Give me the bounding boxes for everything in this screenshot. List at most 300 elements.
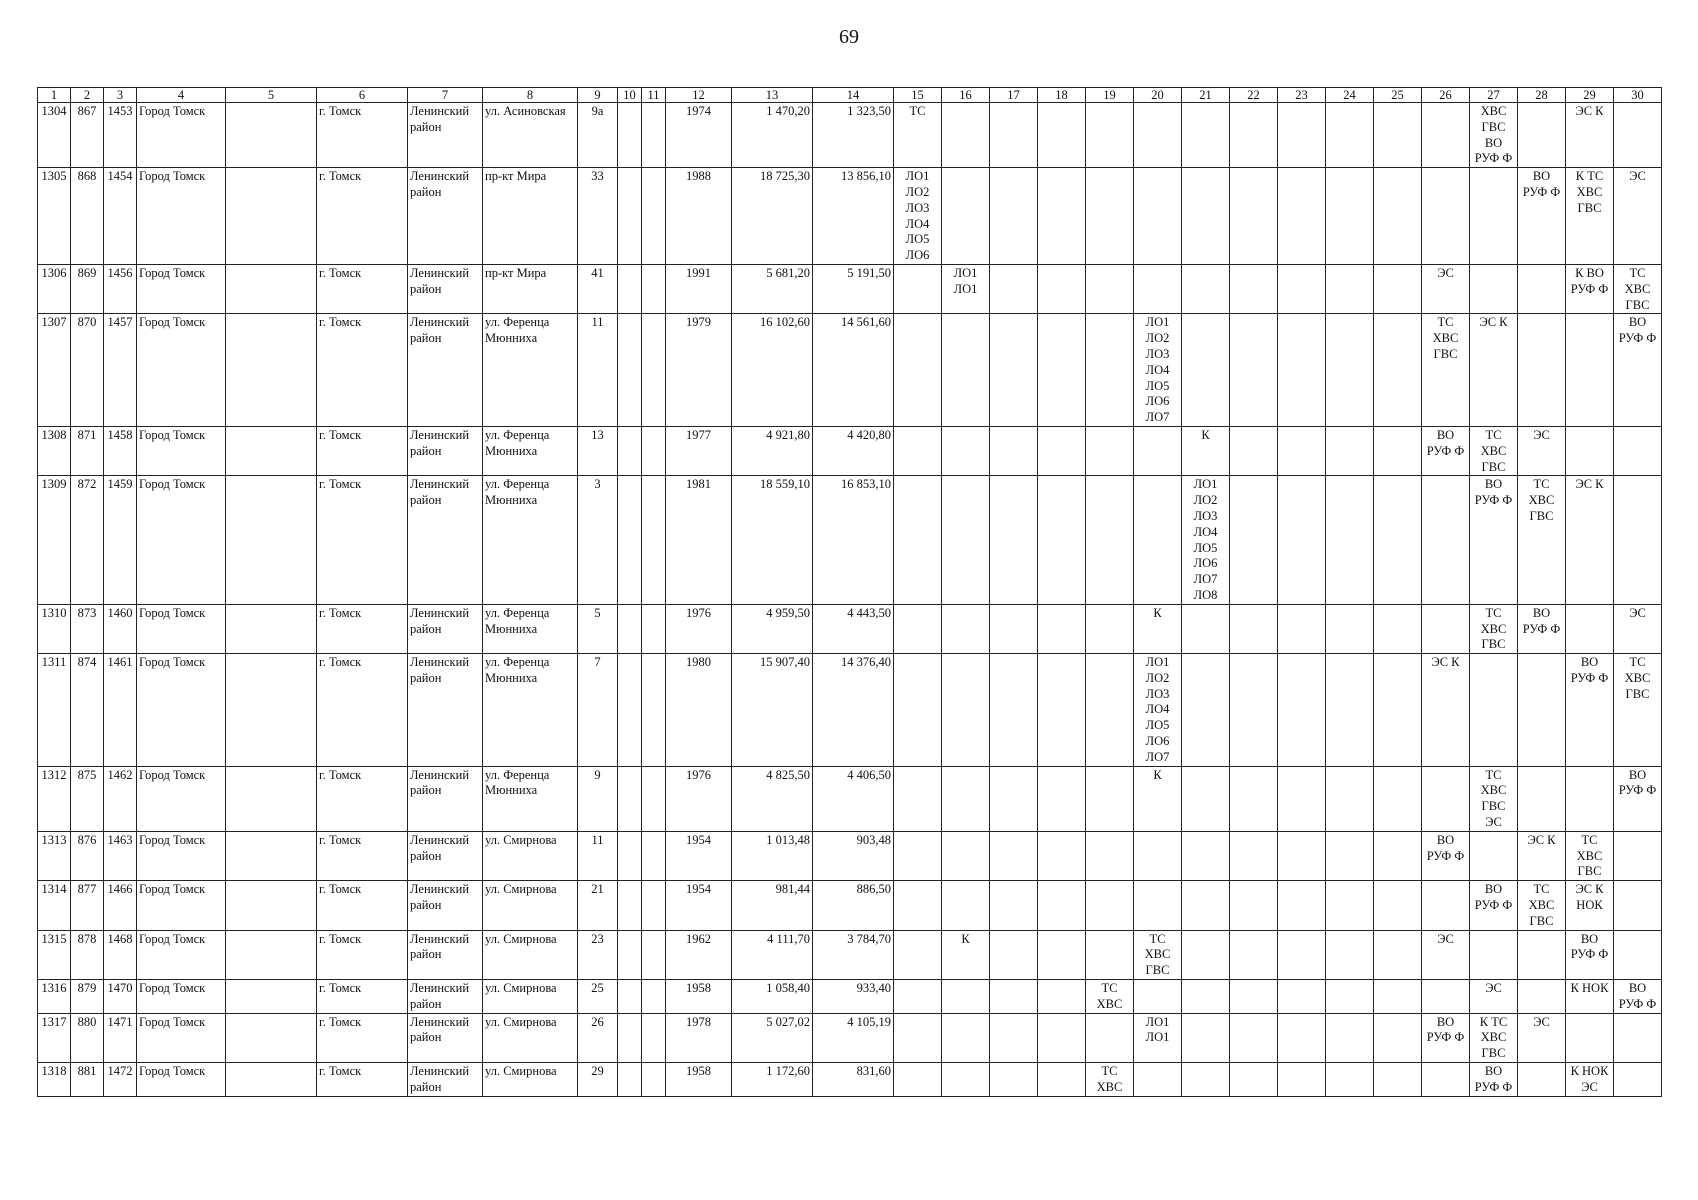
- cell-col-20: [1134, 881, 1182, 930]
- cell-col-1: 1305: [38, 168, 71, 265]
- cell-col-21: [1182, 604, 1230, 653]
- cell-col-9: 5: [578, 604, 618, 653]
- cell-col-14: 3 784,70: [813, 930, 894, 979]
- cell-col-1: 1313: [38, 831, 71, 880]
- column-header-3: 3: [104, 88, 137, 103]
- cell-col-20: ЛО1 ЛО2 ЛО3 ЛО4 ЛО5 ЛО6 ЛО7: [1134, 314, 1182, 427]
- cell-col-19: [1086, 930, 1134, 979]
- cell-col-22: [1230, 426, 1278, 475]
- cell-col-9: 11: [578, 831, 618, 880]
- cell-col-8: ул. Ференца Мюнниха: [483, 604, 578, 653]
- cell-col-25: [1374, 476, 1422, 604]
- cell-col-27: ХВС ГВС ВО РУФ Ф: [1470, 103, 1518, 168]
- cell-col-23: [1278, 831, 1326, 880]
- cell-col-18: [1038, 426, 1086, 475]
- cell-col-6: г. Томск: [317, 1063, 408, 1097]
- column-header-1: 1: [38, 88, 71, 103]
- cell-col-18: [1038, 168, 1086, 265]
- cell-col-12: 1976: [666, 604, 732, 653]
- cell-col-17: [990, 1063, 1038, 1097]
- cell-col-23: [1278, 1013, 1326, 1062]
- cell-col-23: [1278, 881, 1326, 930]
- cell-col-15: [894, 264, 942, 313]
- cell-col-19: [1086, 264, 1134, 313]
- cell-col-28: ТС ХВС ГВС: [1518, 881, 1566, 930]
- cell-col-27: К ТС ХВС ГВС: [1470, 1013, 1518, 1062]
- cell-col-2: 880: [71, 1013, 104, 1062]
- cell-col-24: [1326, 831, 1374, 880]
- cell-col-9: 3: [578, 476, 618, 604]
- cell-col-26: ВО РУФ Ф: [1422, 426, 1470, 475]
- cell-col-30: [1614, 1013, 1662, 1062]
- cell-col-19: ТС ХВС: [1086, 980, 1134, 1014]
- cell-col-28: ЭС: [1518, 426, 1566, 475]
- cell-col-16: К: [942, 930, 990, 979]
- cell-col-12: 1954: [666, 881, 732, 930]
- cell-col-5: [226, 766, 317, 831]
- cell-col-27: ВО РУФ Ф: [1470, 881, 1518, 930]
- cell-col-24: [1326, 881, 1374, 930]
- cell-col-6: г. Томск: [317, 604, 408, 653]
- cell-col-10: [618, 980, 642, 1014]
- cell-col-2: 878: [71, 930, 104, 979]
- cell-col-12: 1958: [666, 1063, 732, 1097]
- cell-col-30: [1614, 881, 1662, 930]
- cell-col-3: 1453: [104, 103, 137, 168]
- cell-col-19: [1086, 476, 1134, 604]
- cell-col-2: 867: [71, 103, 104, 168]
- cell-col-1: 1317: [38, 1013, 71, 1062]
- cell-col-19: [1086, 766, 1134, 831]
- cell-col-9: 41: [578, 264, 618, 313]
- cell-col-5: [226, 168, 317, 265]
- cell-col-6: г. Томск: [317, 314, 408, 427]
- cell-col-27: [1470, 264, 1518, 313]
- cell-col-24: [1326, 1013, 1374, 1062]
- cell-col-22: [1230, 881, 1278, 930]
- cell-col-21: [1182, 980, 1230, 1014]
- cell-col-28: ЭС К: [1518, 831, 1566, 880]
- cell-col-30: ВО РУФ Ф: [1614, 766, 1662, 831]
- table-row: [38, 103, 1662, 168]
- cell-col-20: [1134, 426, 1182, 475]
- cell-col-26: [1422, 168, 1470, 265]
- cell-col-16: [942, 1013, 990, 1062]
- cell-col-17: [990, 314, 1038, 427]
- cell-col-9: 7: [578, 654, 618, 767]
- cell-col-14: 14 561,60: [813, 314, 894, 427]
- cell-col-2: 874: [71, 654, 104, 767]
- column-header-28: 28: [1518, 88, 1566, 103]
- cell-col-23: [1278, 654, 1326, 767]
- cell-col-22: [1230, 476, 1278, 604]
- cell-col-9: 11: [578, 314, 618, 427]
- table-row: [38, 1063, 1662, 1097]
- cell-col-16: [942, 426, 990, 475]
- cell-col-11: [642, 930, 666, 979]
- column-header-16: 16: [942, 88, 990, 103]
- cell-col-10: [618, 831, 642, 880]
- cell-col-4: Город Томск: [137, 654, 226, 767]
- column-header-30: 30: [1614, 88, 1662, 103]
- column-header-4: 4: [137, 88, 226, 103]
- cell-col-22: [1230, 654, 1278, 767]
- cell-col-8: ул. Асиновская: [483, 103, 578, 168]
- cell-col-13: 1 013,48: [732, 831, 813, 880]
- cell-col-4: Город Томск: [137, 930, 226, 979]
- cell-col-27: ТС ХВС ГВС: [1470, 604, 1518, 653]
- cell-col-30: [1614, 930, 1662, 979]
- cell-col-5: [226, 980, 317, 1014]
- cell-col-22: [1230, 930, 1278, 979]
- cell-col-11: [642, 766, 666, 831]
- cell-col-19: [1086, 1013, 1134, 1062]
- cell-col-20: [1134, 264, 1182, 313]
- column-header-12: 12: [666, 88, 732, 103]
- cell-col-3: 1458: [104, 426, 137, 475]
- cell-col-1: 1310: [38, 604, 71, 653]
- cell-col-4: Город Томск: [137, 476, 226, 604]
- cell-col-7: Ленинский район: [408, 264, 483, 313]
- cell-col-20: [1134, 103, 1182, 168]
- cell-col-26: [1422, 1063, 1470, 1097]
- cell-col-3: 1463: [104, 831, 137, 880]
- cell-col-28: [1518, 930, 1566, 979]
- cell-col-3: 1457: [104, 314, 137, 427]
- cell-col-22: [1230, 831, 1278, 880]
- cell-col-11: [642, 264, 666, 313]
- cell-col-25: [1374, 980, 1422, 1014]
- cell-col-10: [618, 881, 642, 930]
- cell-col-8: ул. Ференца Мюнниха: [483, 654, 578, 767]
- cell-col-19: [1086, 831, 1134, 880]
- cell-col-7: Ленинский район: [408, 604, 483, 653]
- cell-col-6: г. Томск: [317, 654, 408, 767]
- cell-col-7: Ленинский район: [408, 881, 483, 930]
- cell-col-12: 1981: [666, 476, 732, 604]
- cell-col-18: [1038, 654, 1086, 767]
- cell-col-14: 886,50: [813, 881, 894, 930]
- cell-col-15: [894, 1063, 942, 1097]
- cell-col-15: [894, 476, 942, 604]
- cell-col-2: 879: [71, 980, 104, 1014]
- cell-col-29: К НОК ЭС: [1566, 1063, 1614, 1097]
- column-header-11: 11: [642, 88, 666, 103]
- cell-col-19: [1086, 881, 1134, 930]
- cell-col-20: ЛО1 ЛО2 ЛО3 ЛО4 ЛО5 ЛО6 ЛО7: [1134, 654, 1182, 767]
- cell-col-25: [1374, 766, 1422, 831]
- cell-col-3: 1466: [104, 881, 137, 930]
- cell-col-24: [1326, 930, 1374, 979]
- cell-col-29: К ВО РУФ Ф: [1566, 264, 1614, 313]
- cell-col-26: [1422, 980, 1470, 1014]
- cell-col-20: [1134, 831, 1182, 880]
- cell-col-16: [942, 654, 990, 767]
- cell-col-2: 876: [71, 831, 104, 880]
- cell-col-13: 1 172,60: [732, 1063, 813, 1097]
- cell-col-27: ВО РУФ Ф: [1470, 476, 1518, 604]
- cell-col-22: [1230, 766, 1278, 831]
- cell-col-29: ВО РУФ Ф: [1566, 930, 1614, 979]
- cell-col-11: [642, 426, 666, 475]
- cell-col-21: [1182, 103, 1230, 168]
- cell-col-13: 1 058,40: [732, 980, 813, 1014]
- cell-col-9: 23: [578, 930, 618, 979]
- cell-col-6: г. Томск: [317, 264, 408, 313]
- cell-col-19: [1086, 654, 1134, 767]
- cell-col-16: [942, 103, 990, 168]
- cell-col-22: [1230, 264, 1278, 313]
- column-header-7: 7: [408, 88, 483, 103]
- cell-col-14: 4 420,80: [813, 426, 894, 475]
- cell-col-3: 1472: [104, 1063, 137, 1097]
- cell-col-13: 5 027,02: [732, 1013, 813, 1062]
- cell-col-13: 15 907,40: [732, 654, 813, 767]
- cell-col-29: [1566, 766, 1614, 831]
- cell-col-26: ЭС: [1422, 264, 1470, 313]
- cell-col-17: [990, 654, 1038, 767]
- cell-col-29: [1566, 604, 1614, 653]
- cell-col-5: [226, 426, 317, 475]
- cell-col-18: [1038, 604, 1086, 653]
- cell-col-15: [894, 1013, 942, 1062]
- cell-col-14: 933,40: [813, 980, 894, 1014]
- cell-col-22: [1230, 103, 1278, 168]
- cell-col-16: [942, 604, 990, 653]
- cell-col-20: ЛО1 ЛО1: [1134, 1013, 1182, 1062]
- cell-col-25: [1374, 314, 1422, 427]
- cell-col-30: ВО РУФ Ф: [1614, 314, 1662, 427]
- cell-col-16: [942, 881, 990, 930]
- cell-col-19: [1086, 314, 1134, 427]
- cell-col-30: [1614, 831, 1662, 880]
- cell-col-10: [618, 103, 642, 168]
- cell-col-27: [1470, 654, 1518, 767]
- cell-col-23: [1278, 314, 1326, 427]
- cell-col-3: 1454: [104, 168, 137, 265]
- cell-col-19: ТС ХВС: [1086, 1063, 1134, 1097]
- cell-col-29: ЭС К: [1566, 103, 1614, 168]
- column-header-8: 8: [483, 88, 578, 103]
- cell-col-5: [226, 654, 317, 767]
- cell-col-21: [1182, 930, 1230, 979]
- cell-col-22: [1230, 604, 1278, 653]
- cell-col-21: [1182, 831, 1230, 880]
- cell-col-28: [1518, 314, 1566, 427]
- cell-col-7: Ленинский район: [408, 831, 483, 880]
- cell-col-17: [990, 831, 1038, 880]
- column-header-26: 26: [1422, 88, 1470, 103]
- cell-col-15: [894, 766, 942, 831]
- cell-col-14: 4 443,50: [813, 604, 894, 653]
- column-header-27: 27: [1470, 88, 1518, 103]
- table-row: [38, 654, 1662, 767]
- cell-col-5: [226, 1013, 317, 1062]
- cell-col-11: [642, 103, 666, 168]
- cell-col-2: 871: [71, 426, 104, 475]
- cell-col-7: Ленинский район: [408, 980, 483, 1014]
- cell-col-26: ТС ХВС ГВС: [1422, 314, 1470, 427]
- cell-col-6: г. Томск: [317, 103, 408, 168]
- cell-col-11: [642, 881, 666, 930]
- cell-col-15: [894, 604, 942, 653]
- cell-col-4: Город Томск: [137, 881, 226, 930]
- cell-col-11: [642, 654, 666, 767]
- cell-col-20: [1134, 1063, 1182, 1097]
- cell-col-29: ВО РУФ Ф: [1566, 654, 1614, 767]
- cell-col-2: 877: [71, 881, 104, 930]
- cell-col-25: [1374, 426, 1422, 475]
- cell-col-4: Город Томск: [137, 426, 226, 475]
- cell-col-9: 25: [578, 980, 618, 1014]
- cell-col-29: ЭС К НОК: [1566, 881, 1614, 930]
- cell-col-15: [894, 881, 942, 930]
- cell-col-4: Город Томск: [137, 831, 226, 880]
- column-header-9: 9: [578, 88, 618, 103]
- cell-col-1: 1304: [38, 103, 71, 168]
- cell-col-26: ВО РУФ Ф: [1422, 831, 1470, 880]
- cell-col-30: [1614, 103, 1662, 168]
- cell-col-8: ул. Смирнова: [483, 980, 578, 1014]
- cell-col-22: [1230, 1013, 1278, 1062]
- cell-col-24: [1326, 980, 1374, 1014]
- cell-col-3: 1468: [104, 930, 137, 979]
- cell-col-16: [942, 168, 990, 265]
- cell-col-8: ул. Смирнова: [483, 930, 578, 979]
- cell-col-16: [942, 831, 990, 880]
- cell-col-20: [1134, 980, 1182, 1014]
- register-table: [37, 87, 1662, 1097]
- cell-col-10: [618, 1063, 642, 1097]
- column-header-25: 25: [1374, 88, 1422, 103]
- cell-col-25: [1374, 831, 1422, 880]
- table-row: [38, 604, 1662, 653]
- cell-col-4: Город Томск: [137, 1013, 226, 1062]
- cell-col-7: Ленинский район: [408, 1063, 483, 1097]
- cell-col-23: [1278, 930, 1326, 979]
- table-row: [38, 930, 1662, 979]
- cell-col-13: 4 921,80: [732, 426, 813, 475]
- cell-col-24: [1326, 1063, 1374, 1097]
- cell-col-1: 1318: [38, 1063, 71, 1097]
- table-row: [38, 881, 1662, 930]
- cell-col-21: ЛО1 ЛО2 ЛО3 ЛО4 ЛО5 ЛО6 ЛО7 ЛО8: [1182, 476, 1230, 604]
- cell-col-21: [1182, 654, 1230, 767]
- cell-col-23: [1278, 426, 1326, 475]
- cell-col-13: 4 825,50: [732, 766, 813, 831]
- cell-col-20: К: [1134, 604, 1182, 653]
- cell-col-2: 875: [71, 766, 104, 831]
- cell-col-15: [894, 654, 942, 767]
- page-number: 69: [839, 26, 859, 48]
- column-header-20: 20: [1134, 88, 1182, 103]
- cell-col-21: [1182, 881, 1230, 930]
- cell-col-14: 4 105,19: [813, 1013, 894, 1062]
- cell-col-17: [990, 1013, 1038, 1062]
- cell-col-1: 1307: [38, 314, 71, 427]
- cell-col-17: [990, 604, 1038, 653]
- cell-col-27: [1470, 930, 1518, 979]
- cell-col-20: [1134, 476, 1182, 604]
- cell-col-8: пр-кт Мира: [483, 168, 578, 265]
- cell-col-8: пр-кт Мира: [483, 264, 578, 313]
- cell-col-1: 1312: [38, 766, 71, 831]
- column-header-13: 13: [732, 88, 813, 103]
- cell-col-25: [1374, 654, 1422, 767]
- cell-col-23: [1278, 103, 1326, 168]
- cell-col-27: ВО РУФ Ф: [1470, 1063, 1518, 1097]
- cell-col-10: [618, 930, 642, 979]
- cell-col-7: Ленинский район: [408, 766, 483, 831]
- cell-col-22: [1230, 980, 1278, 1014]
- cell-col-10: [618, 168, 642, 265]
- cell-col-7: Ленинский район: [408, 314, 483, 427]
- cell-col-24: [1326, 654, 1374, 767]
- cell-col-10: [618, 1013, 642, 1062]
- cell-col-18: [1038, 103, 1086, 168]
- cell-col-24: [1326, 264, 1374, 313]
- cell-col-1: 1309: [38, 476, 71, 604]
- cell-col-21: [1182, 314, 1230, 427]
- cell-col-9: 33: [578, 168, 618, 265]
- cell-col-2: 872: [71, 476, 104, 604]
- cell-col-17: [990, 766, 1038, 831]
- cell-col-10: [618, 476, 642, 604]
- cell-col-11: [642, 314, 666, 427]
- cell-col-24: [1326, 426, 1374, 475]
- cell-col-26: ЭС К: [1422, 654, 1470, 767]
- cell-col-4: Город Томск: [137, 1063, 226, 1097]
- cell-col-19: [1086, 604, 1134, 653]
- cell-col-10: [618, 264, 642, 313]
- cell-col-17: [990, 103, 1038, 168]
- cell-col-17: [990, 426, 1038, 475]
- cell-col-16: [942, 314, 990, 427]
- cell-col-29: [1566, 1013, 1614, 1062]
- cell-col-18: [1038, 476, 1086, 604]
- table-row: [38, 426, 1662, 475]
- cell-col-17: [990, 881, 1038, 930]
- cell-col-24: [1326, 103, 1374, 168]
- cell-col-5: [226, 103, 317, 168]
- cell-col-27: [1470, 168, 1518, 265]
- cell-col-14: 13 856,10: [813, 168, 894, 265]
- cell-col-22: [1230, 314, 1278, 427]
- cell-col-4: Город Томск: [137, 980, 226, 1014]
- cell-col-13: 1 470,20: [732, 103, 813, 168]
- cell-col-24: [1326, 168, 1374, 265]
- table-row: [38, 314, 1662, 427]
- cell-col-21: [1182, 766, 1230, 831]
- cell-col-7: Ленинский район: [408, 476, 483, 604]
- table-row: [38, 476, 1662, 604]
- cell-col-18: [1038, 980, 1086, 1014]
- cell-col-23: [1278, 604, 1326, 653]
- cell-col-3: 1461: [104, 654, 137, 767]
- cell-col-28: [1518, 1063, 1566, 1097]
- cell-col-25: [1374, 264, 1422, 313]
- cell-col-30: ТС ХВС ГВС: [1614, 654, 1662, 767]
- cell-col-14: 831,60: [813, 1063, 894, 1097]
- cell-col-14: 16 853,10: [813, 476, 894, 604]
- cell-col-14: 1 323,50: [813, 103, 894, 168]
- cell-col-4: Город Томск: [137, 103, 226, 168]
- cell-col-27: ТС ХВС ГВС: [1470, 426, 1518, 475]
- cell-col-7: Ленинский район: [408, 654, 483, 767]
- cell-col-29: ТС ХВС ГВС: [1566, 831, 1614, 880]
- cell-col-16: [942, 1063, 990, 1097]
- cell-col-29: К НОК: [1566, 980, 1614, 1014]
